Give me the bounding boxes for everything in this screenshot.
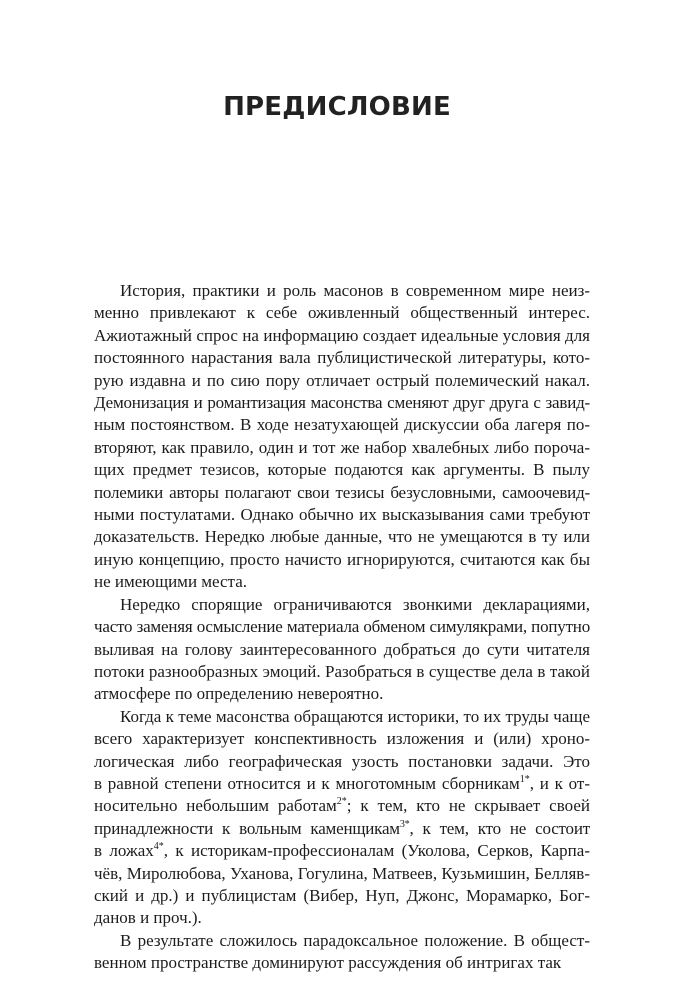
text-run: ский и др.) и публицистам (Вибер, Нуп, Джонс, Морамарко, Бог- [94, 885, 590, 905]
text-line [94, 280, 590, 302]
text-run: ; к тем, кто не скрывает своей [346, 796, 590, 816]
text-run: В результате сложилось парадоксальное положение. В общест- [120, 930, 590, 950]
footnote-ref: 1* [519, 773, 530, 785]
text-line [94, 571, 590, 593]
text-run: полемики авторы полагают свои тезисы безусловными, самоочевид- [94, 482, 590, 502]
text-run: чёв, Миролюбова, Уханова, Гогулина, Матвеев, Кузьмишин, Белляв- [94, 863, 590, 883]
text-run: Демонизация и романтизация масонства сменяют друг друга с завид- [94, 393, 590, 413]
text-line [94, 325, 590, 347]
text-line [94, 840, 590, 862]
text-run: вторяют, как правило, один и тот же набор хвалебных либо пороча- [94, 437, 590, 457]
text-line [94, 683, 590, 705]
text-run: атмосфере по определению невероятно. [94, 684, 384, 704]
text-run: доказательств. Нередко любые данные, что не умещаются в ту или [94, 527, 590, 547]
text-line [94, 549, 590, 571]
text-line [94, 414, 590, 436]
text-run: рую издавна и по сию пору отличает острый полемический накал. [94, 370, 590, 390]
text-run: , к тем, кто не состоит [409, 818, 590, 838]
text-line [94, 459, 590, 481]
text-run: не имеющими места. [94, 572, 247, 592]
paragraph [94, 706, 590, 930]
text-run: , к историкам-профессионалам (Уколова, Серков, Карпа- [163, 841, 590, 861]
text-run: логическая либо географическая узость постановки задачи. Это [94, 751, 590, 771]
text-line [94, 907, 590, 929]
text-run: История, практики и роль масонов в современном мире неиз- [120, 281, 590, 300]
text-line [94, 863, 590, 885]
text-line [94, 526, 590, 548]
text-run: Нередко спорящие ограничиваются звонкими декларациями, [120, 594, 590, 614]
text-run: менно привлекают к себе оживленный общественный интерес. [94, 303, 590, 323]
text-line [94, 818, 590, 840]
text-line [94, 706, 590, 728]
text-run: принадлежности к вольным каменщикам [94, 818, 400, 838]
text-line [94, 952, 590, 974]
text-run: иную концепцию, просто начисто игнорируются, считаются как бы [94, 549, 590, 569]
footnote-ref: 3* [399, 818, 410, 830]
text-run: потоки разнообразных эмоций. Разобраться в существе дела в такой [94, 661, 590, 681]
text-line [94, 795, 590, 817]
paragraph [94, 930, 590, 975]
text-run: венном пространстве доминируют рассуждения об интригах так [94, 953, 562, 973]
text-line [94, 302, 590, 324]
text-line [94, 347, 590, 369]
text-run: ными постулатами. Однако обычно их высказывания сами требуют [94, 505, 590, 525]
footnote-ref: 4* [153, 841, 164, 853]
page-title: ПРЕДИСЛОВИЕ [223, 92, 451, 122]
text-line [94, 773, 590, 795]
text-line [94, 930, 590, 952]
text-line [94, 885, 590, 907]
text-line [94, 728, 590, 750]
text-line [94, 639, 590, 661]
paragraph [94, 594, 590, 706]
text-run: выливая на голову заинтересованного добраться до сути читателя [94, 639, 590, 659]
text-line [94, 616, 590, 638]
text-line [94, 437, 590, 459]
text-line [94, 370, 590, 392]
text-run: носительно небольшим работам [94, 796, 337, 816]
text-run: , и к от- [529, 773, 590, 793]
text-run: в ложах [94, 841, 154, 861]
paragraph [94, 280, 590, 594]
text-run: часто заменяя осмысление материала обменом симулякрами, попутно [94, 617, 590, 637]
text-line [94, 504, 590, 526]
text-line [94, 751, 590, 773]
text-line [94, 482, 590, 504]
text-run: данов и проч.). [94, 908, 202, 928]
text-line [94, 594, 590, 616]
text-run: всего характеризует конспективность изложения и (или) хроно- [94, 729, 590, 749]
text-run: ным постоянством. В ходе незатухающей дискуссии оба лагеря по- [94, 415, 590, 435]
text-line [94, 661, 590, 683]
footnote-ref: 2* [336, 796, 347, 808]
body-text [94, 280, 590, 975]
text-run: в равной степени относится и к многотомным сборникам [94, 773, 520, 793]
text-line [94, 392, 590, 414]
text-run: Когда к теме масонства обращаются историки, то их труды чаще [120, 706, 590, 726]
text-run: постоянного нарастания вала публицистической литературы, кото- [94, 348, 590, 368]
text-run: щих предмет тезисов, которые подаются как аргументы. В пылу [94, 460, 590, 480]
text-run: Ажиотажный спрос на информацию создает идеальные условия для [94, 325, 590, 345]
